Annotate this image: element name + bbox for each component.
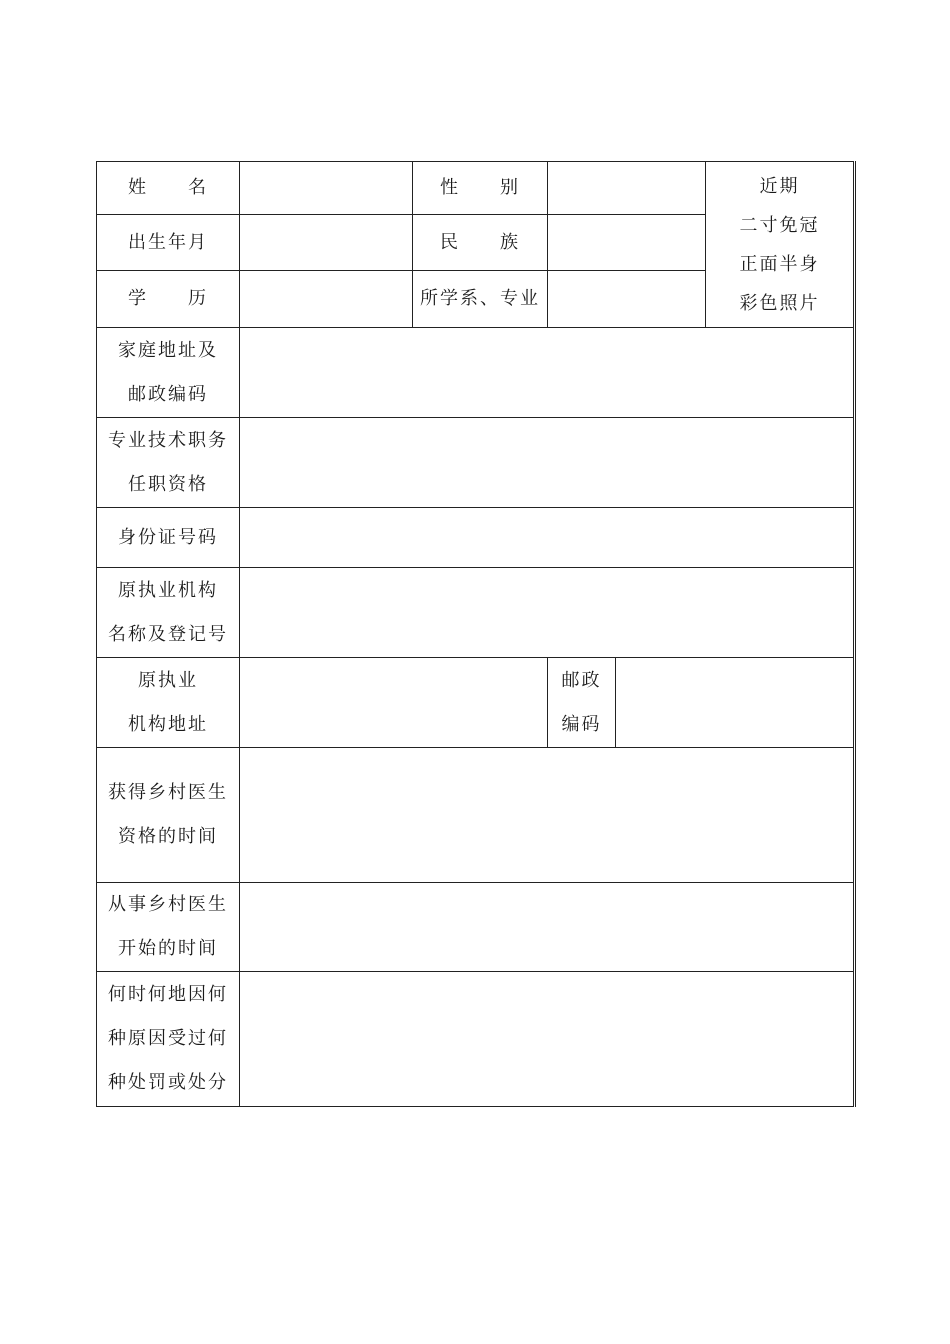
photo-line-2: 二寸免冠 (739, 214, 820, 236)
gender-field[interactable] (548, 162, 706, 215)
ethnicity-field[interactable] (548, 215, 706, 271)
address-label: 家庭地址及 邮政编码 (97, 328, 240, 418)
education-field[interactable] (240, 271, 413, 328)
birth-field[interactable] (240, 215, 413, 271)
name-label: 姓 名 (97, 162, 240, 215)
punishment-label: 何时何地因何 种原因受过何 种处罚或处分 (97, 972, 240, 1107)
start-time-label: 从事乡村医生 开始的时间 (97, 883, 240, 972)
major-label: 所学系、专业 (413, 271, 548, 328)
qualified-time-label: 获得乡村医生 资格的时间 (97, 748, 240, 883)
qualified-time-field[interactable] (240, 748, 855, 883)
registration-form-table (96, 161, 856, 1107)
id-number-label: 身份证号码 (97, 508, 240, 568)
former-org-address-label: 原执业 机构地址 (97, 658, 240, 748)
photo-line-3: 正面半身 (739, 253, 820, 275)
ethnicity-label: 民 族 (413, 215, 548, 271)
postcode-label: 邮政 编码 (548, 658, 616, 748)
postcode-field[interactable] (616, 658, 855, 748)
photo-line-1: 近期 (759, 175, 800, 197)
id-number-field[interactable] (240, 508, 855, 568)
major-field[interactable] (548, 271, 706, 328)
punishment-field[interactable] (240, 972, 855, 1107)
former-org-field[interactable] (240, 568, 855, 658)
education-label: 学 历 (97, 271, 240, 328)
former-org-label: 原执业机构 名称及登记号 (97, 568, 240, 658)
gender-label: 性 别 (413, 162, 548, 215)
name-field[interactable] (240, 162, 413, 215)
title-field[interactable] (240, 418, 855, 508)
address-field[interactable] (240, 328, 855, 418)
title-label: 专业技术职务 任职资格 (97, 418, 240, 508)
start-time-field[interactable] (240, 883, 855, 972)
photo-line-4: 彩色照片 (739, 292, 820, 314)
birth-label: 出生年月 (97, 215, 240, 271)
former-org-address-field[interactable] (240, 658, 548, 748)
photo-box[interactable] (706, 162, 855, 328)
